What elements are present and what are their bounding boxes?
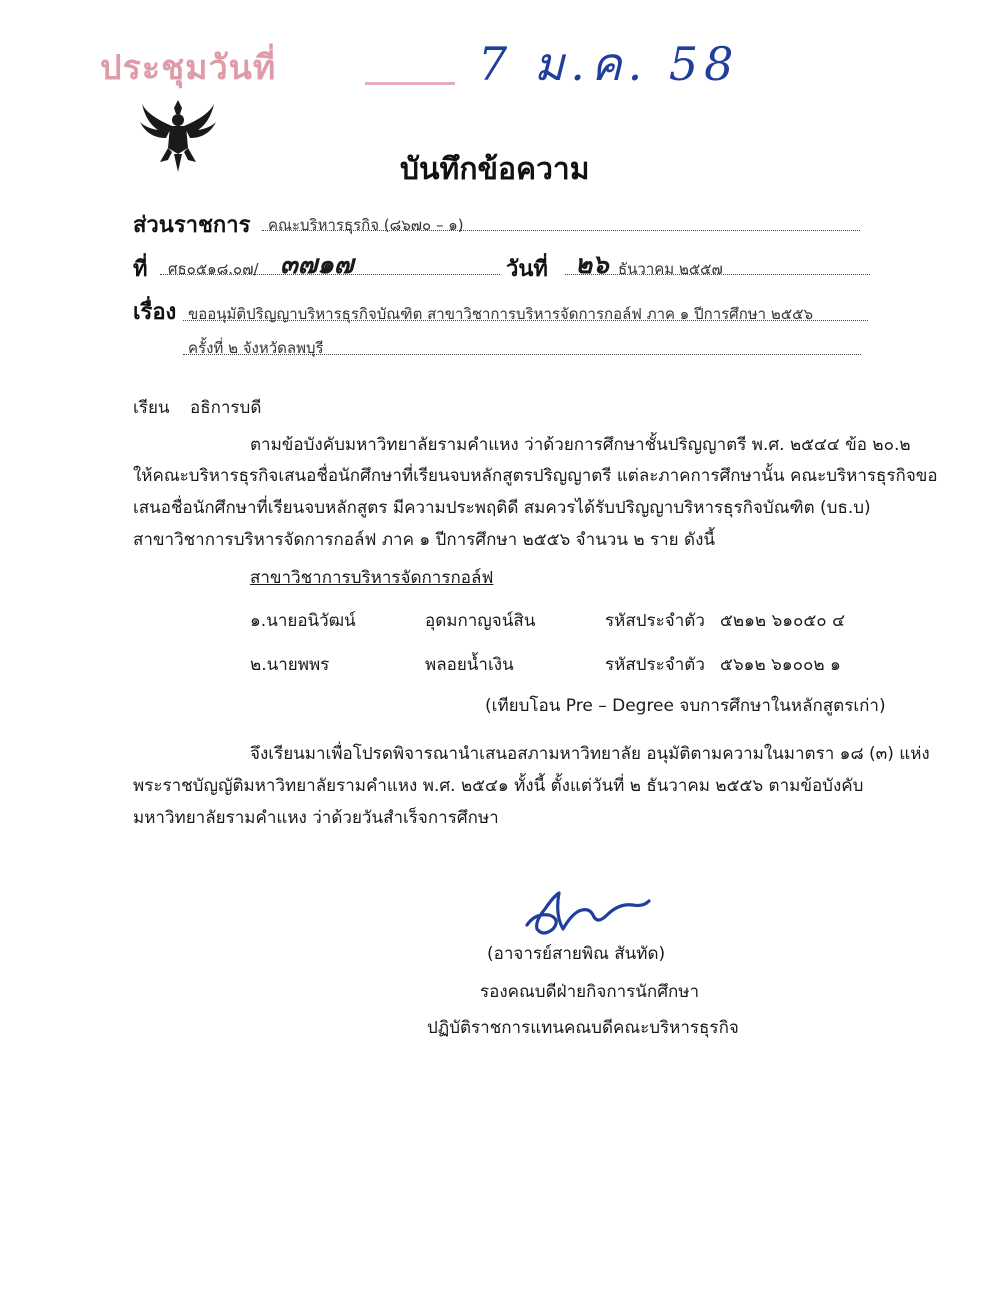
- student-2-surname: พลอยน้ำเงิน: [425, 655, 514, 675]
- ref-number: ๓๗๑๗: [280, 250, 354, 280]
- subject-line-1: ขออนุมัติปริญญาบริหารธุรกิจบัณฑิต สาขาวิชาการบริหารจัดการกอล์ฟ ภาค ๑ ปีการศึกษา ๒๕๕๖: [188, 305, 813, 323]
- ref-label: ที่: [133, 257, 148, 282]
- student-1-id-label: รหัสประจำตัว: [605, 611, 705, 631]
- transfer-note: (เทียบโอน Pre – Degree จบการศึกษาในหลักสูตรเก่า): [485, 696, 886, 716]
- subject-line-2: ครั้งที่ ๒ จังหวัดลพบุรี: [188, 339, 324, 357]
- signatory-name: (อาจารย์สายพิณ สันทัด): [487, 944, 666, 964]
- garuda-emblem-icon: [138, 96, 218, 176]
- ref-prefix: ศธ๐๕๑๘.๐๗/: [168, 260, 259, 278]
- student-1-surname: อุดมกาญจน์สิน: [425, 611, 536, 631]
- paragraph2-line-1: จึงเรียนมาเพื่อโปรดพิจารณานำเสนอสภามหาวิทยาลัย อนุมัติตามความในมาตรา ๑๘ (๓) แห่ง: [250, 744, 930, 764]
- program-heading: สาขาวิชาการบริหารจัดการกอล์ฟ: [250, 568, 494, 588]
- handwritten-signature: [515, 885, 665, 940]
- date-month-year: ธันวาคม ๒๕๕๗: [618, 260, 723, 278]
- date-label: วันที่: [506, 257, 548, 282]
- student-2-name: ๒.นายพพร: [250, 655, 330, 675]
- paragraph1-line-1: ตามข้อบังคับมหาวิทยาลัยรามคำแหง ว่าด้วยการศึกษาชั้นปริญญาตรี พ.ศ. ๒๕๔๔ ข้อ ๒๐.๒: [250, 435, 911, 455]
- agency-label: ส่วนราชการ: [133, 213, 251, 238]
- stamp-underline: [365, 82, 455, 85]
- subject-label: เรื่อง: [133, 300, 177, 325]
- student-2-id: ๕๖๑๒ ๖๑๐๐๒ ๑: [720, 655, 841, 675]
- salutation-label: เรียน: [133, 398, 170, 418]
- handwritten-date: 7 ม.ค. 58: [478, 37, 740, 91]
- paragraph1-line-3: เสนอชื่อนักศึกษาที่เรียนจบหลักสูตร มีความประพฤติดี สมควรได้รับปริญญาบริหารธุรกิจบัณฑิต (บธ.บ): [133, 498, 871, 518]
- salutation-recipient: อธิการบดี: [190, 398, 262, 418]
- student-1-id: ๕๒๑๒ ๖๑๐๕๐ ๔: [720, 611, 845, 631]
- signatory-position: รองคณบดีฝ่ายกิจการนักศึกษา: [480, 982, 700, 1002]
- paragraph2-line-3: มหาวิทยาลัยรามคำแหง ว่าด้วยวันสำเร็จการศึกษา: [133, 808, 499, 828]
- paragraph1-line-2: ให้คณะบริหารธุรกิจเสนอชื่อนักศึกษาที่เรียนจบหลักสูตรปริญญาตรี แต่ละภาคการศึกษานั้น คณะบริหารธุรกิจขอ: [133, 466, 938, 486]
- student-1-name: ๑.นายอนิวัฒน์: [250, 611, 356, 631]
- date-day: ๒๖: [575, 250, 609, 280]
- agency-value: คณะบริหารธุรกิจ (๘๖๗๐ – ๑): [268, 216, 464, 234]
- document-title: บันทึกข้อความ: [400, 152, 590, 187]
- student-2-id-label: รหัสประจำตัว: [605, 655, 705, 675]
- paragraph1-line-4: สาขาวิชาการบริหารจัดการกอล์ฟ ภาค ๑ ปีการศึกษา ๒๕๕๖ จำนวน ๒ ราย ดังนี้: [133, 530, 715, 550]
- received-stamp: ประชุมวันที่: [100, 48, 277, 88]
- signatory-acting: ปฏิบัติราชการแทนคณบดีคณะบริหารธุรกิจ: [427, 1018, 739, 1038]
- paragraph2-line-2: พระราชบัญญัติมหาวิทยาลัยรามคำแหง พ.ศ. ๒๕๔๑ ทั้งนี้ ตั้งแต่วันที่ ๒ ธันวาคม ๒๕๕๖ ตามข้อบังคับ: [133, 776, 864, 796]
